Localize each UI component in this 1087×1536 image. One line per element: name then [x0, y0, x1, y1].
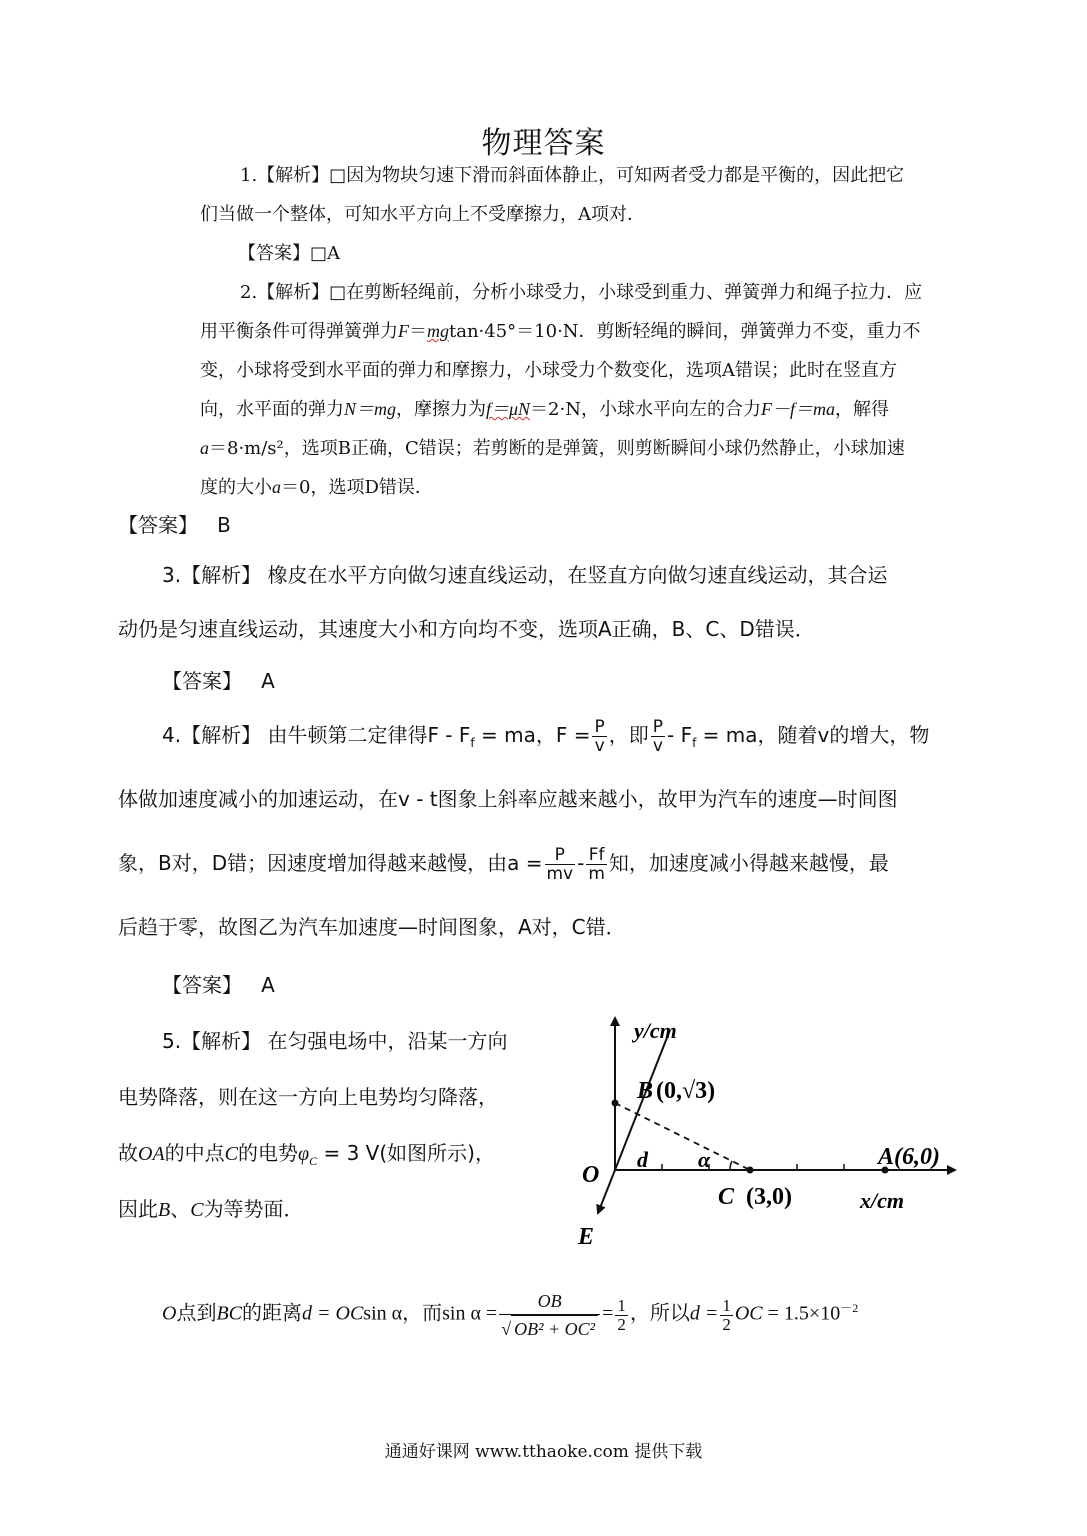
- q5-text: =: [602, 1302, 614, 1325]
- q5-line4: [118, 1182, 304, 1237]
- numerator: OB: [499, 1288, 600, 1315]
- q5-line2: 电势降落，则在这一方向上电势均匀降落，: [118, 1085, 498, 1109]
- q2-text: ＝0，选项D错误．: [281, 477, 433, 498]
- q2-a: a: [272, 477, 281, 497]
- q2-mg: mg: [427, 321, 449, 341]
- q2-line2: [200, 312, 921, 351]
- q4-answer: [162, 958, 275, 1012]
- numerator: P: [652, 717, 663, 737]
- field-diagram: [560, 1010, 980, 1255]
- q3-line1: 3.【解析】 橡皮在水平方向做匀速直线运动，在竖直方向做匀速直线运动，其合运: [162, 563, 888, 587]
- line-bc: [615, 1103, 750, 1170]
- field-arrow: [598, 1170, 615, 1213]
- q5-text: 的距离: [242, 1302, 303, 1325]
- q2-text: ＝8·m/s²，选项B正确，C错误；若剪断的是弹簧，则剪断瞬间小球仍然静止，小球加速: [209, 438, 905, 459]
- q5-oc: OC: [734, 1302, 763, 1325]
- fraction: [545, 846, 576, 883]
- q2-text: ，解得: [835, 399, 889, 420]
- q4-text: ，即: [608, 723, 649, 747]
- radicand: OB² + OC²: [511, 1315, 598, 1342]
- answer-label: 【答案】: [162, 669, 242, 693]
- q1-line1: 1.【解析】□因为物块匀速下滑而斜面体静止，可知两者受力都是平衡的，因此把它: [240, 165, 905, 186]
- q5-text: 点到: [176, 1302, 217, 1325]
- q1-answer: 【答案】□A: [238, 243, 341, 264]
- q5-c: C: [190, 1199, 204, 1221]
- answer-label: 【答案】: [118, 513, 198, 537]
- numerator: 1: [722, 1295, 731, 1315]
- q4-text: -: [577, 851, 585, 875]
- q5-text: ，所以: [629, 1302, 690, 1325]
- q5-c: C: [224, 1143, 239, 1165]
- numerator: 1: [617, 1295, 626, 1315]
- denominator: m: [588, 864, 605, 884]
- numerator: P: [594, 717, 605, 737]
- q4-text: = ma，随着v的增大，物: [696, 723, 930, 747]
- q5-bc: BC: [216, 1302, 243, 1325]
- q4-line4: 后趋于零，故图乙为汽车加速度—时间图象，A对，C错．: [118, 915, 626, 939]
- q5-line1: 5.【解析】 在匀强电场中，沿某一方向: [162, 1029, 508, 1053]
- q2-normal: N＝mg: [344, 399, 397, 419]
- q4-text: - F: [667, 723, 693, 747]
- half-fraction: [720, 1297, 733, 1334]
- q2-text: 度的大小: [200, 477, 272, 498]
- denominator: v: [594, 736, 605, 756]
- numerator: P: [545, 846, 576, 865]
- q5-text: 为等势面．: [203, 1197, 304, 1221]
- x-axis-label: x/cm: [860, 1188, 904, 1213]
- y-axis-label: y/cm: [634, 1018, 677, 1043]
- q3-line2: 动仍是匀速直线运动，其速度大小和方向均不变，选项A正确，B、C、D错误．: [118, 617, 815, 641]
- q2-answer: [118, 498, 231, 552]
- half-fraction: [615, 1297, 628, 1334]
- point-b-coord: (0,√3): [656, 1078, 716, 1104]
- q5-phi-sub: C: [309, 1154, 318, 1168]
- q2-eq: ＝: [409, 321, 427, 342]
- answer-label: 【答案】: [162, 973, 242, 997]
- denominator: v: [652, 736, 663, 756]
- q1-line2: 们当做一个整体，可知水平方向上不受摩擦力，A项对．: [200, 204, 645, 225]
- alpha-label: α: [698, 1147, 711, 1172]
- denominator: mv: [546, 864, 574, 884]
- q5-o: O: [162, 1302, 177, 1325]
- q5-text: 的电势: [238, 1141, 299, 1165]
- q2-text: ＝2·N，小球水平向左的合力: [530, 399, 761, 420]
- page-title: 物理答案: [481, 126, 606, 161]
- q2-line3: 变，小球将受到水平面的弹力和摩擦力，小球受力个数变化，选项A错误；此时在竖直方: [200, 360, 897, 381]
- q4-text: 象，B对，D错；因速度增加得越来越慢，由a =: [118, 851, 543, 875]
- fraction: [651, 718, 665, 755]
- denominator: 2: [722, 1314, 731, 1334]
- fraction: [586, 846, 607, 883]
- q2-line4: [200, 390, 889, 429]
- alpha-arc: [730, 1161, 732, 1170]
- q2-line1: 2.【解析】□在剪断轻绳前，分析小球受力，小球受到重力、弹簧弹力和绳子拉力．应: [240, 282, 923, 303]
- q5-d: d =: [689, 1302, 719, 1325]
- q5-text: 因此: [118, 1197, 158, 1221]
- origin-label: O: [582, 1162, 600, 1188]
- denominator: 2: [617, 1314, 626, 1334]
- denominator: √ OB² + OC²: [499, 1315, 600, 1342]
- q5-text: 的中点: [164, 1141, 225, 1165]
- answer-value: B: [217, 513, 231, 537]
- q4-text: = ma，F =: [474, 723, 591, 747]
- sin-fraction: [499, 1288, 600, 1342]
- q5-text: = 3 V(如图所示)，: [317, 1141, 495, 1165]
- q5-formula: [162, 1278, 858, 1344]
- q2-line5: [200, 429, 905, 468]
- q5-phi: φ: [298, 1143, 310, 1165]
- q4-text: 知，加速度减小得越来越慢，最: [608, 851, 889, 875]
- fraction: [592, 718, 606, 755]
- point-c-label: C: [718, 1184, 735, 1210]
- q5-text: 、: [170, 1197, 191, 1221]
- q5-line3: [118, 1126, 495, 1188]
- q2-line6: [200, 468, 433, 507]
- answer-value: A: [261, 973, 275, 997]
- q4-line2: 体做加速度减小的加速运动，在v - t图象上斜率应越来越小，故甲为汽车的速度—时间图: [118, 787, 898, 811]
- q2-text: 用平衡条件可得弹簧弹力: [200, 321, 398, 342]
- point-c-coord: (3,0): [746, 1184, 792, 1210]
- q4-text: 4.【解析】 由牛顿第二定律得F - F: [162, 723, 471, 747]
- footer: 通通好课网 www.tthaoke.com 提供下载: [384, 1442, 703, 1462]
- q3-answer: [162, 654, 275, 708]
- q4-sub: f: [470, 736, 475, 750]
- q4-line1: [162, 708, 929, 770]
- q5-text: = 1.5×10: [762, 1302, 841, 1325]
- q5-b: B: [158, 1199, 171, 1221]
- q2-force: F: [398, 321, 409, 341]
- distance-label: d: [637, 1147, 648, 1172]
- point-b-dot: [612, 1100, 619, 1107]
- point-c-dot: [747, 1167, 754, 1174]
- q5-oa: OA: [138, 1143, 165, 1165]
- point-a-label: A(6,0): [878, 1144, 940, 1170]
- q2-net-force: F－f＝ma: [761, 399, 835, 419]
- q2-friction: f＝μN: [486, 399, 531, 419]
- q2-text: tan·45°＝10·N．剪断轻绳的瞬间，弹簧弹力不变，重力不: [449, 321, 921, 342]
- q5-text: 故: [118, 1141, 138, 1165]
- q4-line3: [118, 836, 889, 890]
- point-b-label: B: [637, 1078, 654, 1104]
- q2-a: a: [200, 438, 209, 458]
- answer-value: A: [261, 669, 275, 693]
- numerator: Ff: [586, 846, 607, 865]
- q2-text: 向，水平面的弹力: [200, 399, 344, 420]
- q4-sub: f: [692, 736, 697, 750]
- q5-text: sin α，而sin α =: [363, 1302, 498, 1325]
- q5-d: d = OC: [302, 1302, 364, 1325]
- q5-exponent: －2: [840, 1301, 859, 1315]
- q2-text: ，摩擦力为: [396, 399, 487, 420]
- field-label: E: [578, 1224, 595, 1250]
